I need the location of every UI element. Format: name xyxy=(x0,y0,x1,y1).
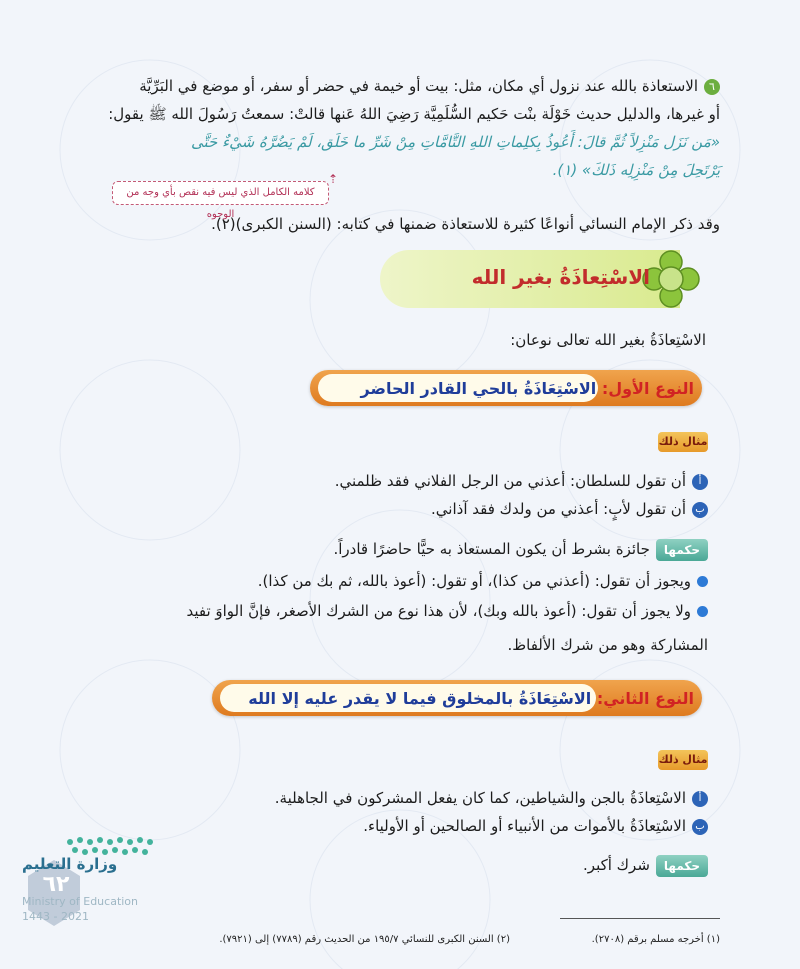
number-badge: ٦ xyxy=(704,79,720,95)
hadith-line-2: يَرْتَحِلَ مِنْ مَنْزِلِه ذَلكَ» (١). xyxy=(552,161,720,179)
type-2-example-b: بالاسْتِعاذَةُ بالأموات من الأنبياء أو الصالحين أو الأولياء. xyxy=(363,814,708,838)
type-1-title: النوع الأول: الاسْتِعَاذَةُ بالحي القادر الحاضر xyxy=(360,379,694,398)
page-number: ٦٢ xyxy=(42,872,70,897)
hadith-line-1: «مَن نَزَل مَنْزِلاً ثُمَّ قالَ: أَعُوذُ بِكلِماتِ اللهِ التَّامَّاتِ مِنْ شَرِّ ما خَلَق، لَمْ يَضُرَّهُ شَيْءٌ حَتَّى xyxy=(190,133,720,151)
section-title: الاسْتِعاذَةُ بغير الله xyxy=(471,265,650,289)
type-2-example-badge: مثال ذلك xyxy=(658,750,708,770)
footnote-2: (٢) السنن الكبرى للنسائي ١٩٥/٧ من الحديث رقم (٧٧٨٩) إلى (٧٩٢١). xyxy=(219,934,510,945)
footnote-1: (١) أخرجه مسلم برقم (٢٧٠٨). xyxy=(591,934,720,945)
annotation-arrow-icon: ⇡ xyxy=(327,172,338,186)
type-1-note-2b: المشاركة وهو من شرك الألفاظ. xyxy=(507,636,708,654)
paragraph-line-1: ٦الاستعاذة بالله عند نزول أي مكان، مثل: بيت أو خيمة في حضر أو سفر، أو موضع في البَرِّيَّة xyxy=(139,74,720,98)
edition-year: 2021 - 1443 xyxy=(22,910,89,923)
annotation-box: كلامه الكامل الذي ليس فيه نقص بأي وجه من الوجوه xyxy=(112,181,329,205)
type-1-ruling: حكمهاجائزة بشرط أن يكون المستعاذ به حيًّا حاضرًا قادراً. xyxy=(333,537,708,561)
section-intro: الاسْتِعاذَةُ بغير الله تعالى نوعان: xyxy=(510,331,706,349)
type-2-title: النوع الثاني: الاسْتِعَاذَةُ بالمخلوق فيما لا يقدر عليه إلا الله xyxy=(248,689,694,708)
ruling-badge: حكمها xyxy=(656,539,708,561)
ministry-name-en: Ministry of Education xyxy=(22,895,139,908)
type-2-example-a: أالاسْتِعاذَةُ بالجن والشياطين، كما كان يفعل المشركون في الجاهلية. xyxy=(275,786,708,810)
type-2-ruling: حكمهاشرك أكبر. xyxy=(583,853,708,877)
type-1-note-2a: ولا يجوز أن تقول: (أعوذ بالله وبك)، لأن هذا نوع من الشرك الأصغر، فإنَّ الواوَ تفيد xyxy=(186,599,708,623)
type-1-example-b: بأن تقول لأبٍ: أعذني من ولدك فقد آذاني. xyxy=(431,497,708,521)
type-1-example-a: أأن تقول للسلطان: أعذني من الرجل الفلاني فقد ظلمني. xyxy=(335,469,708,493)
paragraph-line-5: وقد ذكر الإمام النسائي أنواعًا كثيرة للاستعاذة ضمنها في كتابه: (السنن الكبرى)(٢). xyxy=(211,215,720,233)
ruling-badge: حكمها xyxy=(656,855,708,877)
paragraph-line-2: أو غيرها، والدليل حديث خَوْلَة بنْت حَكيم السُّلَمِيَّة رَضِيَ اللهُ عَنها قالتْ: سمعتُ رَسُولَ الله ﷺ يقول: xyxy=(108,105,720,123)
footnote-rule xyxy=(560,918,720,919)
type-1-example-badge: مثال ذلك xyxy=(658,432,708,452)
ministry-name-ar: وزارة التعليم xyxy=(22,855,118,873)
type-1-note-1: ويجوز أن تقول: (أعذني من كذا)، أو تقول: (أعوذ بالله، ثم بك من كذا). xyxy=(258,569,708,593)
